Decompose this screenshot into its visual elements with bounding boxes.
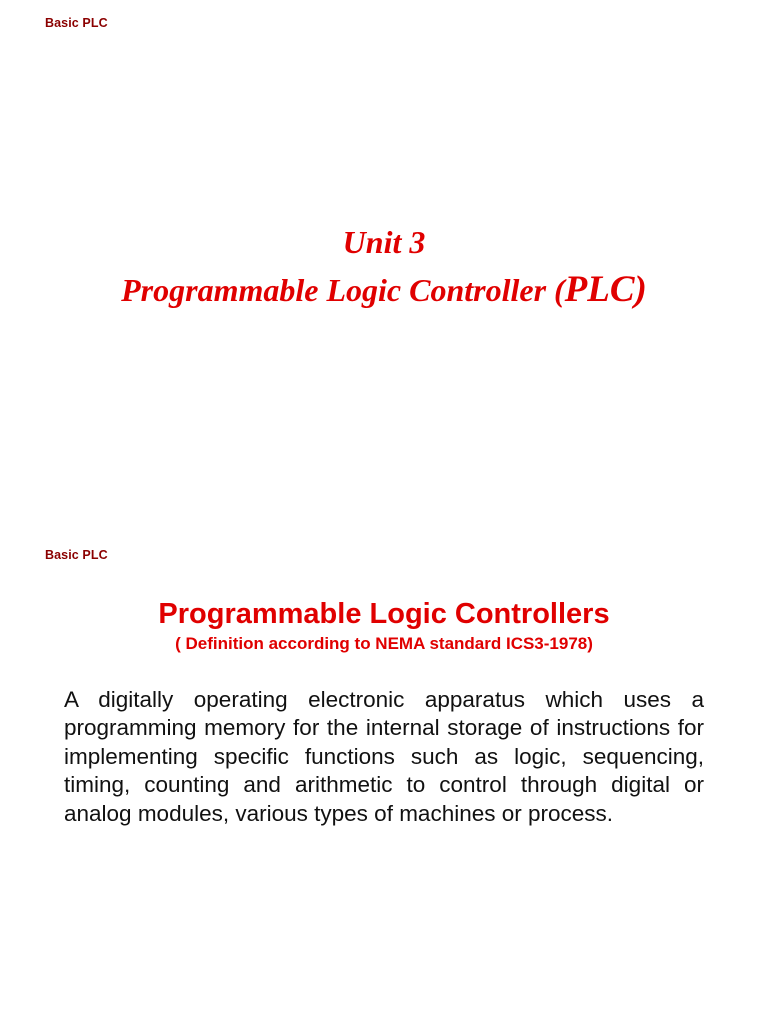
slide-title [0, 270, 768, 310]
title-main: Programmable Logic Controller ( [121, 272, 565, 308]
definition-body: A digitally operating electronic apparatus which uses a programming memory for the internal storage of instructions for implementing specific functions such as logic, sequencing, timing, counting and arithmetic to control through digital or analog modules, various types of machines or process. [64, 687, 704, 826]
unit-title: Unit 3 [342, 224, 426, 260]
title-abbreviation: PLC) [564, 269, 647, 310]
definition-subtitle: ( Definition according to NEMA standard ICS3-1978) [175, 634, 593, 653]
slide-header: Basic PLC [45, 548, 108, 562]
definition-title: Programmable Logic Controllers [158, 598, 610, 630]
slide-2 [0, 532, 768, 1024]
slide-header: Basic PLC [45, 16, 108, 30]
